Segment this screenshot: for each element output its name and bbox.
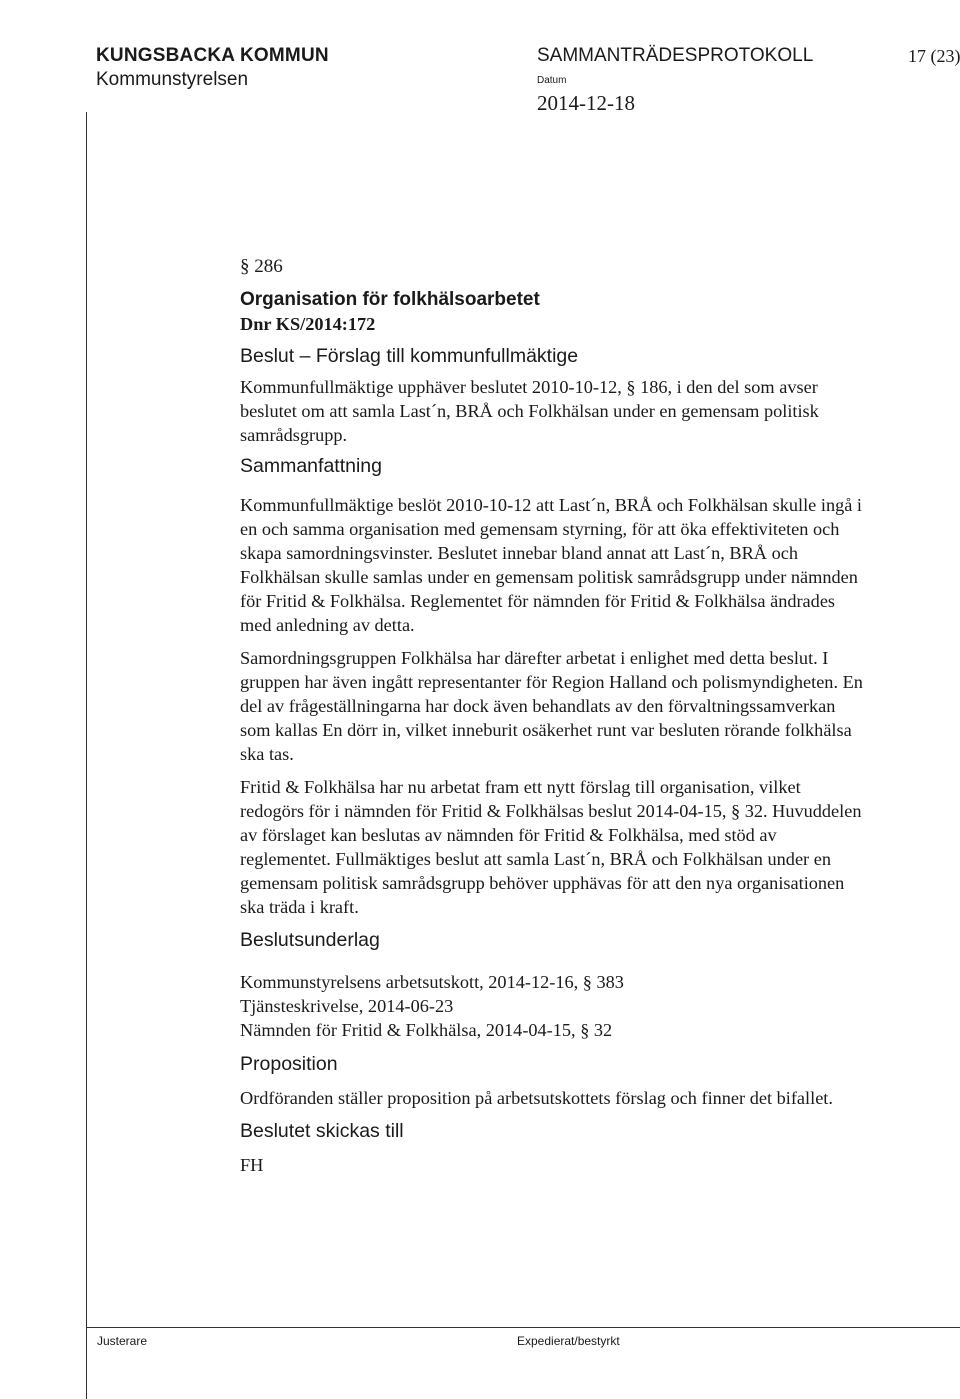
decision-text: Kommunfullmäktige upphäver beslutet 2010-10-12, § 186, i den del som avser beslutet om att samla Last´n, BRÅ och Folkhälsan under en gemensam politisk samrådsgrupp.	[240, 377, 819, 445]
footer-rule	[86, 1327, 960, 1328]
basis-list	[240, 970, 930, 1042]
document-type: SAMMANTRÄDESPROTOKOLL	[537, 45, 814, 66]
meeting-date: 2014-12-18	[537, 91, 635, 115]
summary-paragraph-3: Fritid & Folkhälsa har nu arbetat fram ett nytt förslag till organisation, vilket redogörs för i nämnden för Fritid & Folkhälsas beslut 2014-04-15, § 32. Huvuddelen av förslaget kan beslutas av nämnden för Fritid & Folkhälsa, med stöd av reglementet. Fullmäktiges beslut att samla Last´n, BRÅ och Folkhälsan under en gemensam politisk samrådsgrupp behöver upphävas för att den nya organisationen ska träda i kraft.	[240, 777, 862, 917]
basis-item: Kommunstyrelsens arbetsutskott, 2014-12-16, § 383	[240, 972, 624, 992]
justerare-label: Justerare	[97, 1334, 148, 1348]
summary-heading: Sammanfattning	[240, 455, 382, 477]
organization-name: KUNGSBACKA KOMMUN	[96, 45, 329, 66]
expedierat-label: Expedierat/bestyrkt	[517, 1334, 620, 1348]
date-label: Datum	[537, 75, 567, 86]
summary-paragraph-1: Kommunfullmäktige beslöt 2010-10-12 att Last´n, BRÅ och Folkhälsan skulle ingå i en och samma organisation med gemensam styrning, för att öka effektiviteten och skapa samordningsvinster. Beslutet innebar bland annat att Last´n, BRÅ och Folkhälsan skulle samlas under en gemensam politisk samrådsgrupp under nämnden för Fritid & Folkhälsa. Reglementet för nämnden för Fritid & Folkhälsa ändrades med anledning av detta.	[240, 495, 862, 635]
sent-to-heading: Beslutet skickas till	[240, 1120, 404, 1142]
basis-item: Tjänsteskrivelse, 2014-06-23	[240, 996, 454, 1016]
section-number: § 286	[240, 256, 283, 277]
sent-to-text: FH	[240, 1155, 264, 1175]
basis-heading: Beslutsunderlag	[240, 929, 380, 951]
basis-item: Nämnden för Fritid & Folkhälsa, 2014-04-15, § 32	[240, 1020, 613, 1040]
item-title: Organisation för folkhälsoarbetet	[240, 289, 540, 310]
summary-paragraph-2: Samordningsgruppen Folkhälsa har därefter arbetat i enlighet med detta beslut. I gruppen har även ingått representanter för Region Halland och polismyndigheten. En del av frågeställningarna har dock även behandlats av den förvaltningssamverkan som kallas En dörr in, vilket inneburit osäkerhet runt var besluten rörande folkhälsa ska tas.	[240, 648, 863, 764]
page-number: 17 (23)	[908, 46, 960, 66]
board-name: Kommunstyrelsen	[96, 69, 249, 90]
diary-number: Dnr KS/2014:172	[240, 314, 376, 334]
margin-rule	[86, 112, 87, 1399]
protocol-item	[240, 255, 930, 1177]
proposition-text: Ordföranden ställer proposition på arbetsutskottets förslag och finner det bifallet.	[240, 1088, 833, 1108]
proposition-heading: Proposition	[240, 1053, 338, 1075]
decision-heading: Beslut – Förslag till kommunfullmäktige	[240, 345, 579, 367]
